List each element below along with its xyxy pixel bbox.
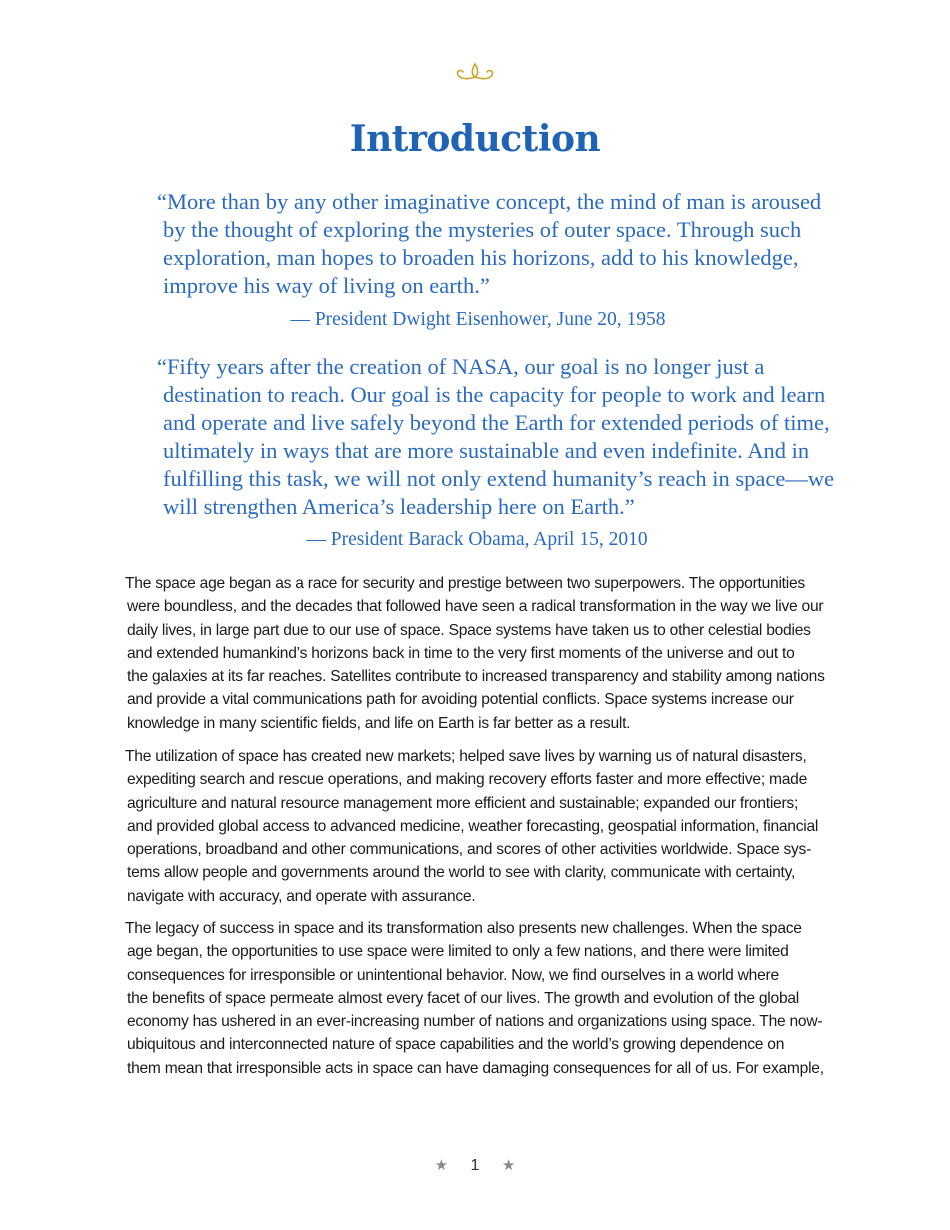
- body-paragraph-3: [125, 917, 835, 1080]
- paragraph-line: were boundless, and the decades that followed have seen a radical transformation in the way we live our: [127, 598, 824, 616]
- paragraph-line: consequences for irresponsible or unintentional behavior. Now, we find ourselves in a world where: [127, 966, 779, 984]
- quote-attribution-obama: — President Barack Obama, April 15, 2010: [306, 529, 648, 550]
- body-paragraph-2: [125, 745, 835, 908]
- paragraph-line: the benefits of space permeate almost every facet of our lives. The growth and evolution of the global: [127, 989, 800, 1007]
- quote-obama: [157, 353, 835, 521]
- paragraph-line: ubiquitous and interconnected nature of space capabilities and the world’s growing dependence on: [127, 1036, 785, 1054]
- page-title: Introduction: [349, 118, 601, 160]
- quote-line: will strengthen America’s leadership here on Earth.”: [163, 494, 635, 519]
- paragraph-line: them mean that irresponsible acts in space can have damaging consequences for all of us. For example,: [127, 1059, 824, 1077]
- page-footer: [0, 1156, 950, 1175]
- quote-line: fulfilling this task, we will not only extend humanity’s reach in space—we: [163, 466, 835, 491]
- quote-line: exploration, man hopes to broaden his horizons, add to his knowledge,: [163, 245, 799, 270]
- paragraph-line: and provide a vital communications path for avoiding potential conflicts. Space systems increase our: [127, 691, 794, 709]
- quote-line: by the thought of exploring the mysteries of outer space. Through such: [163, 217, 802, 242]
- paragraph-line: tems allow people and governments around the world to see with clarity, communicate with certainty,: [127, 864, 796, 882]
- paragraph-line: The utilization of space has created new markets; helped save lives by warning us of natural disasters,: [125, 748, 807, 765]
- quote-line: ultimately in ways that are more sustainable and even indefinite. And in: [163, 438, 810, 463]
- body-paragraph-1: [125, 572, 835, 735]
- quote-line: improve his way of living on earth.”: [163, 273, 490, 298]
- paragraph-line: daily lives, in large part due to our use of space. Space systems have taken us to other celestial bodies: [127, 621, 811, 639]
- paragraph-line: agriculture and natural resource management more efficient and sustainable; expanded our frontiers;: [127, 794, 799, 812]
- paragraph-line: operations, broadband and other communications, and scores of other activities worldwide. Space sys-: [127, 841, 812, 859]
- star-icon: ★: [501, 1157, 516, 1174]
- quote-eisenhower: [157, 188, 822, 300]
- paragraph-line: knowledge in many scientific fields, and life on Earth is far better as a result.: [127, 714, 631, 732]
- page-number: 1: [470, 1157, 480, 1174]
- quote-line: “More than by any other imaginative concept, the mind of man is aroused: [157, 189, 822, 214]
- paragraph-line: expediting search and rescue operations, and making recovery efforts faster and more effective; made: [127, 771, 808, 789]
- quote-line: and operate and live safely beyond the Earth for extended periods of time,: [163, 410, 830, 435]
- flourish-icon: [455, 60, 495, 82]
- paragraph-line: age began, the opportunities to use space were limited to only a few nations, and there were limited: [127, 943, 789, 961]
- paragraph-line: the galaxies at its far reaches. Satellites contribute to increased transparency and stability among nations: [127, 668, 825, 686]
- quote-attribution-eisenhower: — President Dwight Eisenhower, June 20, 1958: [290, 309, 666, 330]
- paragraph-line: navigate with accuracy, and operate with assurance.: [127, 887, 476, 905]
- paragraph-line: and extended humankind’s horizons back in time to the very first moments of the universe and out to: [127, 644, 795, 662]
- paragraph-line: economy has ushered in an ever-increasing number of nations and organizations using space. The now-: [127, 1013, 823, 1031]
- paragraph-line: The legacy of success in space and its transformation also presents new challenges. When the space: [125, 920, 802, 937]
- paragraph-line: and provided global access to advanced medicine, weather forecasting, geospatial information, financial: [127, 817, 819, 835]
- quote-line: destination to reach. Our goal is the capacity for people to work and learn: [163, 382, 826, 407]
- quote-line: “Fifty years after the creation of NASA, our goal is no longer just a: [157, 354, 765, 379]
- paragraph-line: The space age began as a race for security and prestige between two superpowers. The opportunities: [125, 575, 805, 592]
- star-icon: ★: [434, 1157, 449, 1174]
